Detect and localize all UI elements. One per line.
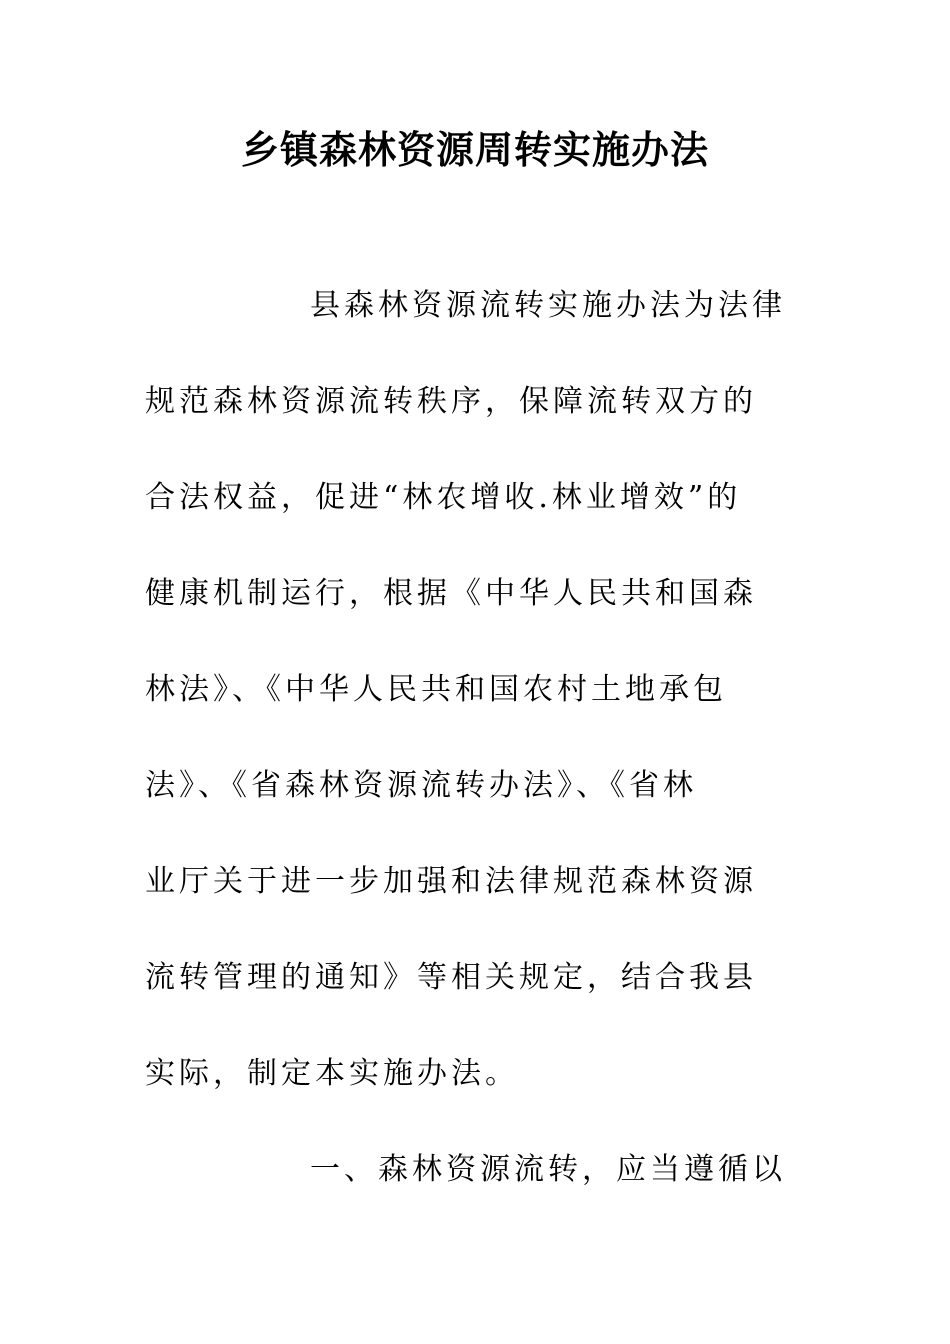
- paragraph-line-8: 流转管理的通知》等相关规定，结合我县: [145, 960, 757, 995]
- paragraph-line-1: 县森林资源流转实施办法为法律: [310, 288, 786, 323]
- paragraph-line-6: 法》、《省森林资源流转办法》、《省林: [145, 768, 697, 803]
- paragraph-line-7: 业厅关于进一步加强和法律规范森林资源: [145, 864, 757, 899]
- section-heading-line: 一、森林资源流转，应当遵循以: [310, 1152, 786, 1187]
- document-body: [145, 258, 805, 1218]
- document-title: 乡镇森林资源周转实施办法: [240, 128, 709, 172]
- paragraph-line-4: 健康机制运行，根据《中华人民共和国森: [145, 576, 757, 611]
- paragraph-line-9: 实际，制定本实施办法。: [145, 1056, 519, 1091]
- paragraph-line-5: 林法》、《中华人民共和国农村土地承包: [145, 672, 727, 707]
- paragraph-line-3: 合法权益，促进“林农增收.林业增效”的: [145, 480, 742, 515]
- paragraph-line-2: 规范森林资源流转秩序，保障流转双方的: [145, 384, 757, 419]
